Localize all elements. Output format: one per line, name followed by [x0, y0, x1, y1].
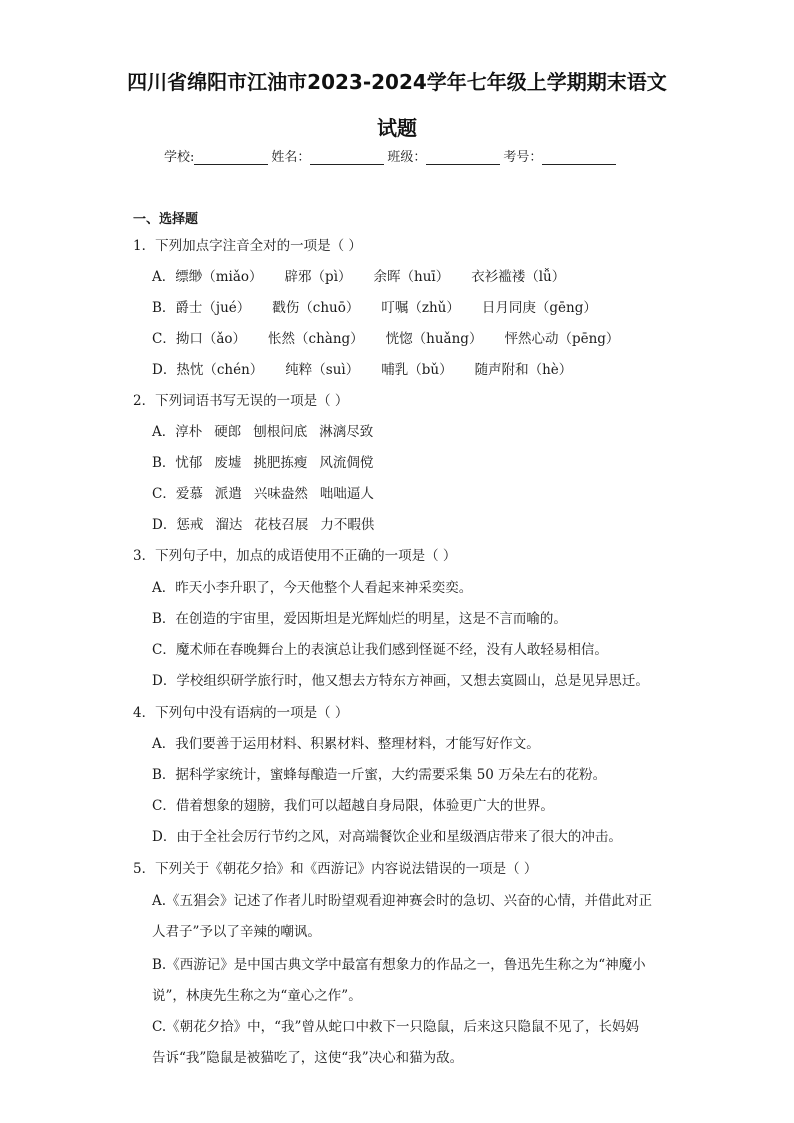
q5-option-c-line2: 告诉“我”隐鼠是被猫吃了，这使“我”决心和猫为敌。: [152, 1050, 464, 1066]
question-4-stem: 4．下列句中没有语病的一项是（ ）: [133, 705, 349, 721]
option-item: 花枝召展: [254, 517, 309, 533]
option-letter: C．: [152, 331, 176, 347]
q5-option-c-line1: C.《朝花夕拾》中，“我”曾从蛇口中救下一只隐鼠，后来这只隐鼠不见了，长妈妈: [152, 1019, 639, 1035]
school-field: [164, 146, 271, 165]
option-item: 叮嘱（zhǔ）: [381, 300, 460, 316]
option-item: 风流倜傥: [319, 455, 374, 471]
q2-option-a: [152, 420, 373, 440]
option-item: 拗口（ǎo）: [175, 331, 247, 347]
option-letter: D．: [152, 362, 177, 378]
option-text: 据科学家统计，蜜蜂每酿造一斤蜜，大约需要采集 50 万朵左右的花粉。: [175, 767, 607, 783]
option-item: 余晖（huī）: [373, 269, 450, 285]
option-letter: C．: [152, 642, 176, 658]
exam-title-line2: 试题: [377, 116, 417, 140]
q1-option-a: [152, 265, 565, 285]
option-item: 兴味盎然: [253, 486, 308, 502]
q5-option-b-line1: B.《西游记》是中国古典文学中最富有想象力的作品之一，鲁迅先生称之为“神魔小: [152, 957, 646, 973]
q5-option-a-line1: A.《五猖会》记述了作者儿时盼望观看迎神赛会时的急切、兴奋的心情，并借此对正: [152, 893, 653, 909]
q3-option-c: [152, 638, 608, 658]
option-item: 怅然（chàng）: [268, 331, 364, 347]
question-3-stem: 3．下列句子中，加点的成语使用不正确的一项是（ ）: [133, 548, 457, 564]
option-item: 纯粹（suì）: [285, 362, 360, 378]
option-letter: D．: [152, 673, 177, 689]
option-item: 戳伤（chuō）: [272, 300, 360, 316]
q4-option-a: [152, 732, 540, 752]
option-text: 昨天小李升职了，今天他整个人看起来神采奕奕。: [175, 580, 473, 596]
q1-option-b: [152, 296, 597, 316]
option-item: 刨根问底: [253, 424, 308, 440]
option-letter: A．: [152, 736, 176, 752]
option-item: 随声附和（hè）: [474, 362, 573, 378]
option-letter: D．: [152, 829, 177, 845]
name-label: 姓名：: [271, 150, 311, 165]
option-letter: C．: [152, 798, 176, 814]
q5-option-b-line2: 说”，林庚先生称之为“童心之作”。: [152, 988, 362, 1004]
name-blank[interactable]: [310, 150, 384, 165]
option-item: 爵士（jué）: [175, 300, 251, 316]
q3-option-b: [152, 607, 567, 627]
option-item: 辟邪（pì）: [284, 269, 352, 285]
option-item: 废墟: [214, 455, 242, 471]
exam-title-line1: 四川省绵阳市江油市2023-2024学年七年级上学期期末语文: [127, 70, 667, 94]
option-item: 缥缈（miǎo）: [175, 269, 263, 285]
option-letter: B．: [152, 455, 176, 471]
option-item: 惩戒: [176, 517, 204, 533]
option-item: 哺乳（bǔ）: [381, 362, 453, 378]
option-item: 爱慕: [175, 486, 203, 502]
q4-option-d: [152, 825, 622, 845]
option-item: 恍惚（huǎng）: [385, 331, 483, 347]
option-item: 衣衫褴褛（lǚ）: [471, 269, 566, 285]
option-item: 怦然心动（pēng）: [504, 331, 620, 347]
option-text: 我们要善于运用材料、积累材料、整理材料，才能写好作文。: [175, 736, 540, 752]
q2-option-d: [152, 513, 374, 533]
q4-option-b: [152, 763, 606, 783]
option-text: 在创造的宇宙里，爱因斯坦是光辉灿烂的明星，这是不言而喻的。: [175, 611, 567, 627]
option-item: 淳朴: [175, 424, 203, 440]
school-blank[interactable]: [194, 150, 268, 165]
option-text: 由于全社会厉行节约之风，对高端餐饮企业和星级酒店带来了很大的冲击。: [176, 829, 622, 845]
option-item: 挑肥拣瘦: [253, 455, 308, 471]
option-item: 忧郁: [175, 455, 203, 471]
option-text: 学校组织研学旅行时，他又想去方特东方神画，又想去寞圆山，总是见异思迁。: [176, 673, 649, 689]
option-letter: A．: [152, 580, 176, 596]
question-5-stem: 5．下列关于《朝花夕拾》和《西游记》内容说法错误的一项是（ ）: [133, 861, 538, 877]
q4-option-c: [152, 794, 554, 814]
section-heading: 一、选择题: [133, 212, 199, 227]
option-item: 派遣: [214, 486, 242, 502]
option-item: 热忱（chén）: [176, 362, 264, 378]
q3-option-a: [152, 576, 472, 596]
option-letter: C．: [152, 486, 176, 502]
q5-option-a-line2: 人君子”予以了辛辣的嘲讽。: [152, 924, 321, 940]
option-text: 借着想象的翅膀，我们可以超越自身局限，体验更广大的世界。: [175, 798, 554, 814]
option-item: 力不暇供: [320, 517, 375, 533]
q1-option-d: [152, 358, 572, 378]
option-item: 硬郎: [214, 424, 242, 440]
school-label: 学校:: [164, 150, 195, 165]
option-letter: A．: [152, 269, 176, 285]
q3-option-d: [152, 669, 649, 689]
q2-option-c: [152, 482, 374, 502]
q1-option-c: [152, 327, 619, 347]
option-letter: B．: [152, 767, 176, 783]
option-letter: B．: [152, 611, 176, 627]
question-2-stem: 2．下列词语书写无误的一项是（ ）: [133, 393, 349, 409]
class-label: 班级：: [387, 150, 427, 165]
name-field: [271, 146, 387, 165]
student-info-fields: [164, 146, 619, 165]
exam-number-field: [503, 146, 619, 165]
option-item: 溜达: [215, 517, 243, 533]
question-1-stem: 1．下列加点字注音全对的一项是（ ）: [133, 238, 362, 254]
class-field: [387, 146, 503, 165]
option-letter: D．: [152, 517, 177, 533]
option-text: 魔术师在春晚舞台上的表演总让我们感到怪诞不经，没有人敢轻易相信。: [175, 642, 608, 658]
exam-number-label: 考号：: [503, 150, 543, 165]
class-blank[interactable]: [426, 150, 500, 165]
option-letter: A．: [152, 424, 176, 440]
option-item: 日月同庚（gēng）: [481, 300, 597, 316]
q2-option-b: [152, 451, 373, 471]
option-item: 咄咄逼人: [319, 486, 374, 502]
option-letter: B．: [152, 300, 176, 316]
option-item: 淋漓尽致: [319, 424, 374, 440]
exam-number-blank[interactable]: [542, 150, 616, 165]
